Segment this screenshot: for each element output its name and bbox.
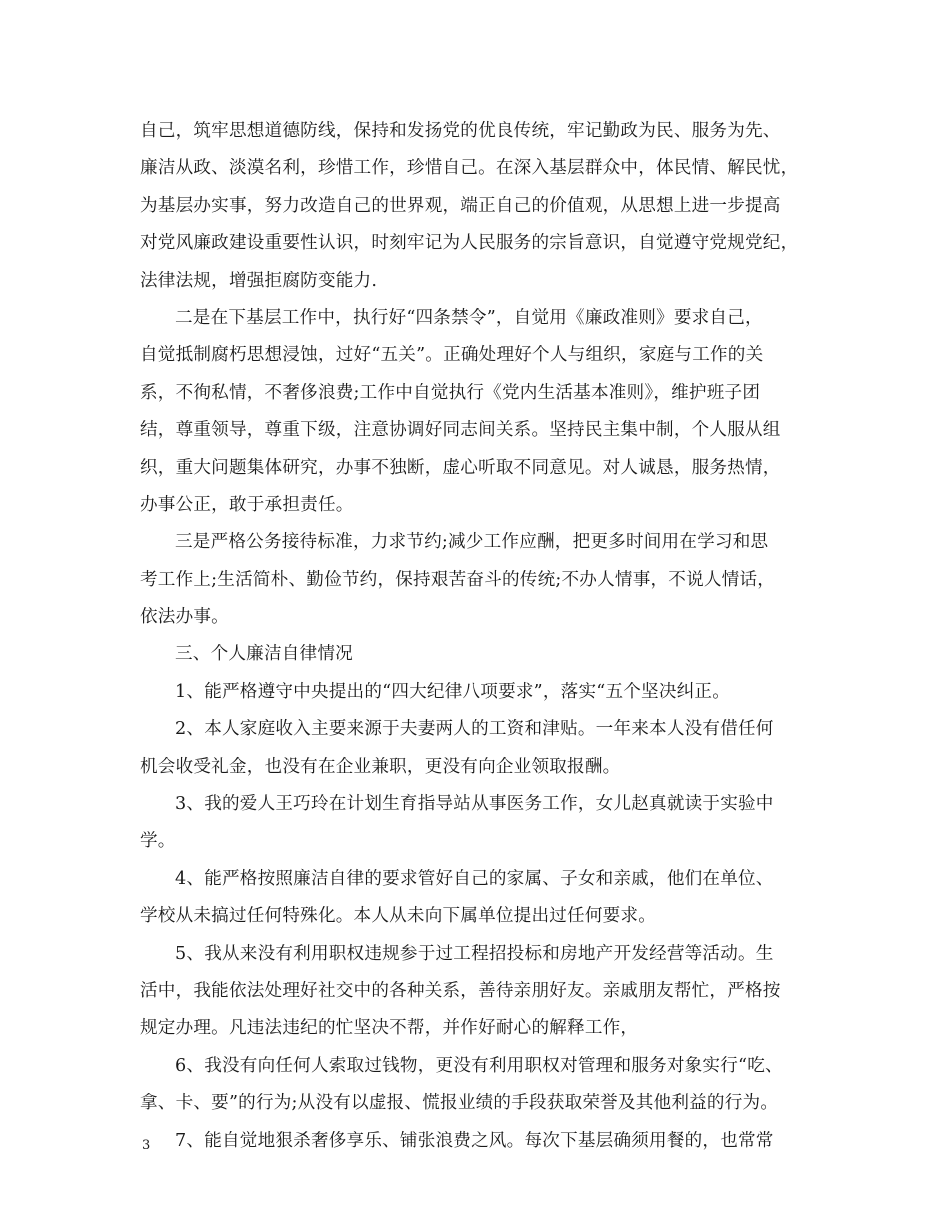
text-line: 廉洁从政、淡漠名利，珍惜工作，珍惜自己。在深入基层群众中，体民情、解民忧，	[140, 158, 799, 179]
text-line: 4、能严格按照廉洁自律的要求管好自己的家属、子女和亲戚，他们在单位、	[175, 868, 774, 889]
text-line: 三是严格公务接待标准，力求节约;减少工作应酬，把更多时间用在学习和思	[175, 532, 769, 553]
document-body	[140, 113, 830, 1160]
text-line: 织，重大问题集体研究，办事不独断，虚心听取不同意见。对人诚恳，服务热情，	[140, 457, 781, 478]
text-line: 自己，筑牢思想道德防线，保持和发扬党的优良传统，牢记勤政为民、服务为先、	[140, 121, 781, 141]
text-line: 学。	[140, 831, 176, 852]
text-line: 办事公正，敢于承担责任。	[140, 494, 354, 515]
text-line: 规定办理。凡违法违纪的忙坚决不帮，并作好耐心的解释工作，	[140, 1018, 639, 1039]
text-line: 考工作上;生活简朴、勤俭节约，保持艰苦奋斗的传统;不办人情事，不说人情话，	[140, 569, 776, 590]
text-line: 活中，我能依法处理好社交中的各种关系，善待亲朋好友。亲戚朋友帮忙，严格按	[140, 980, 781, 1001]
text-line: 3、我的爱人王巧玲在计划生育指导站从事医务工作，女儿赵真就读于实验中	[175, 794, 774, 815]
page-number: 3	[142, 1138, 151, 1153]
text-line: 机会收受礼金，也没有在企业兼职，更没有向企业领取报酬。	[140, 756, 621, 777]
text-line: 对党风廉政建设重要性认识，时刻牢记为人民服务的宗旨意识，自觉遵守党规党纪，	[140, 233, 799, 254]
text-line: 学校从未搞过任何特殊化。本人从未向下属单位提出过任何要求。	[140, 906, 657, 927]
text-line: 7、能自觉地狠杀奢侈享乐、铺张浪费之风。每次下基层确须用餐的，也常常	[175, 1130, 774, 1151]
text-line: 自觉抵制腐朽思想浸蚀，过好“五关”。正确处理好个人与组织，家庭与工作的关	[140, 345, 764, 366]
text-line: 为基层办实事，努力改造自己的世界观，端正自己的价值观，从思想上进一步提高	[140, 195, 781, 216]
text-line: 系，不徇私情，不奢侈浪费;工作中自觉执行《党内生活基本准则》，维护班子团	[140, 382, 761, 403]
text-line: 6、我没有向任何人索取过钱物，更没有利用职权对管理和服务对象实行“吃、	[175, 1055, 783, 1076]
text-line: 5、我从来没有利用职权违规参于过工程招投标和房地产开发经营等活动。生	[175, 943, 774, 964]
text-line: 1、能严格遵守中央提出的“四大纪律八项要求”，落实“五个坚决纠正。	[175, 681, 730, 702]
text-line: 三、个人廉洁自律情况	[175, 644, 353, 665]
text-line: 法律法规，增强拒腐防变能力.	[140, 270, 378, 291]
text-line: 拿、卡、要”的行为;从没有以虚报、慌报业绩的手段获取荣誉及其他利益的行为。	[140, 1093, 779, 1114]
text-line: 二是在下基层工作中，执行好“四条禁令”，自觉用《廉政准则》要求自己，	[175, 307, 763, 328]
text-line: 结，尊重领导，尊重下级，注意协调好同志间关系。坚持民主集中制，个人服从组	[140, 420, 781, 441]
text-line: 2、本人家庭收入主要来源于夫妻两人的工资和津贴。一年来本人没有借任何	[175, 719, 774, 740]
text-line: 依法办事。	[140, 607, 229, 628]
